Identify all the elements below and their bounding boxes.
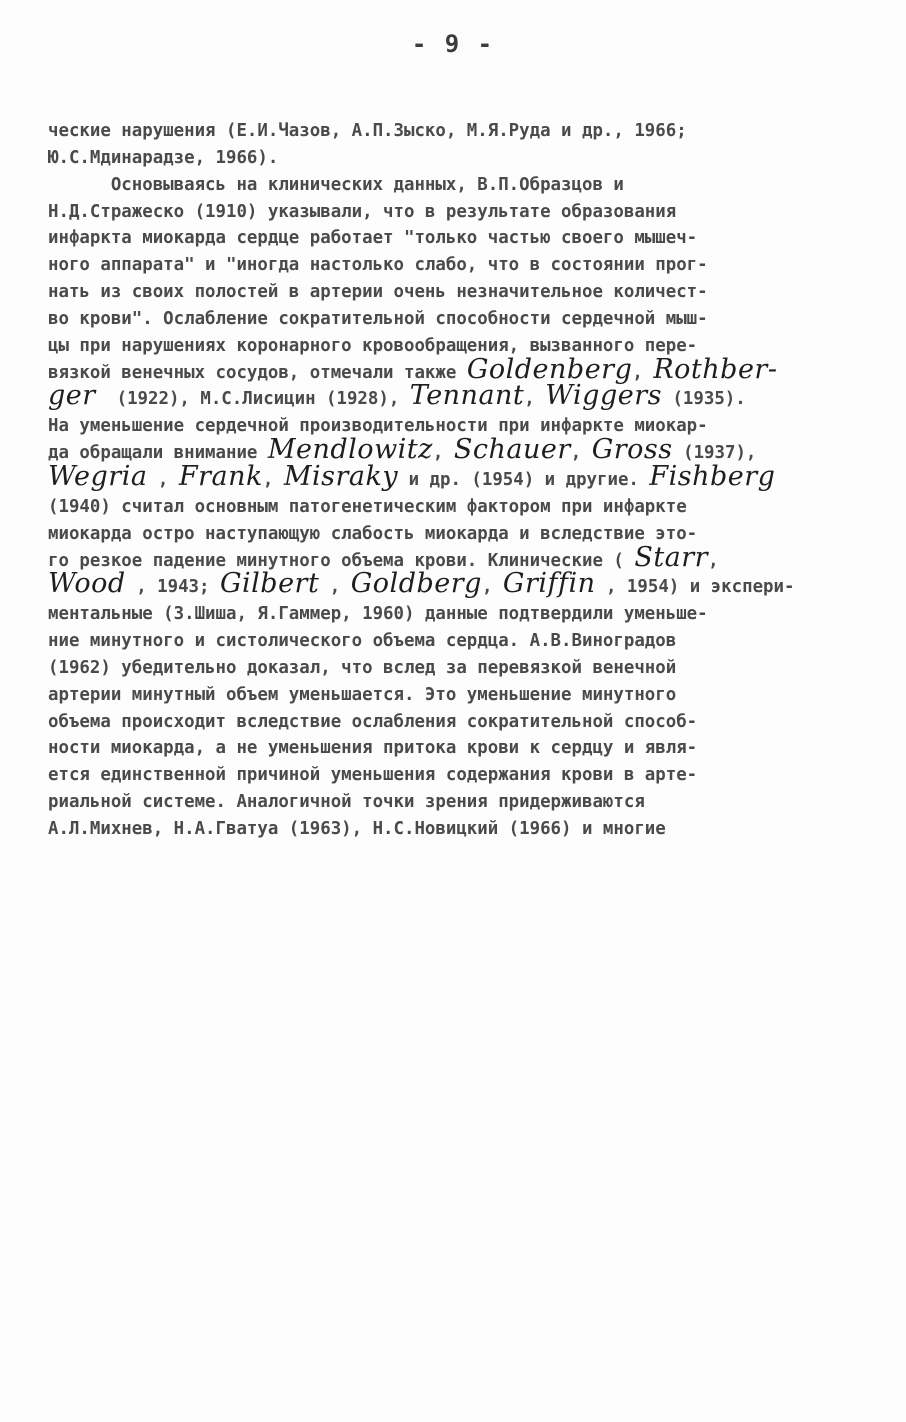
- handwritten-name: Goldberg: [350, 568, 482, 600]
- handwritten-name: Gross: [591, 434, 673, 466]
- handwritten-name: Schauer: [453, 434, 571, 466]
- typed-text: ние минутного и систолического объема сердца. А.В.Виноградов: [48, 631, 677, 652]
- handwritten-name: Wood: [48, 568, 126, 600]
- typed-text: ,: [147, 469, 179, 490]
- typed-text: ,: [708, 550, 719, 571]
- handwritten-name: Misraky: [283, 460, 399, 492]
- typed-text: артерии минутный объем уменьшается. Это уменьшение минутного: [48, 684, 677, 705]
- typed-text: , 1943;: [125, 577, 220, 598]
- typed-text: (1935).: [661, 389, 746, 410]
- handwritten-name: Tennant: [409, 380, 525, 412]
- typed-text: нать из своих полостей в артерии очень незначительное количест-: [48, 282, 708, 303]
- handwritten-name: Gilbert: [219, 568, 320, 600]
- handwritten-name: Rothber-: [653, 353, 778, 385]
- typed-text: На уменьшение сердечной производительности при инфаркте миокар-: [48, 416, 708, 437]
- typed-text: цы при нарушениях коронарного кровообращения, вызванного пере-: [48, 335, 698, 356]
- text-line: [48, 118, 868, 145]
- text-line: [48, 380, 868, 413]
- text-line: [48, 762, 868, 789]
- text-line: [48, 709, 868, 736]
- typed-text: го резкое падение минутного объема крови. Клинические (: [48, 550, 635, 571]
- typed-text: Н.Д.Стражеско (1910) указывали, что в результате образования: [48, 201, 677, 222]
- typed-text: ,: [524, 389, 546, 410]
- typed-text: объема происходит вследствие ослабления сократительной способ-: [48, 711, 698, 732]
- text-line: [48, 628, 868, 655]
- typed-text: ,: [632, 362, 654, 383]
- body-text: [48, 118, 868, 843]
- text-line: [48, 145, 868, 172]
- handwritten-name: Frank: [178, 460, 263, 492]
- typed-text: риальной системе. Аналогичной точки зрения придерживаются: [48, 792, 645, 813]
- typed-text: ,: [432, 443, 454, 464]
- text-line: [48, 306, 868, 333]
- handwritten-name: Griffin: [502, 568, 596, 600]
- typed-text: (1962) убедительно доказал, что вслед за перевязкой венечной: [48, 657, 677, 678]
- typed-text: ,: [319, 577, 351, 598]
- typed-text: да обращали внимание: [48, 443, 268, 464]
- handwritten-name: Fishberg: [649, 460, 776, 492]
- typed-text: ,: [481, 577, 503, 598]
- typed-text: ,: [570, 443, 592, 464]
- text-line: [48, 225, 868, 252]
- text-line: [48, 279, 868, 306]
- text-line: [48, 816, 868, 843]
- handwritten-name: Wiggers: [545, 380, 662, 412]
- handwritten-name: Mendlowitz: [267, 434, 433, 466]
- text-line: [48, 199, 868, 226]
- handwritten-name: Wegria: [48, 460, 148, 492]
- text-line: [48, 172, 868, 199]
- typed-text: вязкой венечных сосудов, отмечали также: [48, 362, 467, 383]
- text-line: [48, 521, 868, 548]
- text-line: [48, 494, 868, 521]
- text-line: [48, 460, 868, 494]
- typed-text: ется единственной причиной уменьшения содержания крови в арте-: [48, 765, 698, 786]
- page-number: - 9 -: [411, 30, 495, 58]
- typed-text: , 1954) и экспери-: [595, 577, 795, 598]
- typed-text: (1937),: [672, 443, 757, 464]
- typed-text: Ю.С.Мдинарадзе, 1966).: [48, 147, 279, 168]
- text-line: [48, 655, 868, 682]
- typed-text: миокарда остро наступающую слабость миокарда и вследствие это-: [48, 523, 698, 544]
- typed-text: и др. (1954) и другие.: [398, 469, 650, 490]
- text-line: [48, 252, 868, 279]
- text-line: [48, 789, 868, 816]
- typed-text: ного аппарата" и "иногда настолько слабо, что в состоянии прог-: [48, 255, 708, 276]
- typed-text: Основываясь на клинических данных, В.П.Образцов и: [48, 174, 624, 195]
- typed-text: ческие нарушения (Е.И.Чазов, А.П.Зыско, М.Я.Руда и др., 1966;: [48, 121, 687, 141]
- typed-text: (1922), М.С.Лисицин (1928),: [95, 389, 410, 410]
- typed-text: во крови". Ослабление сократительной способности сердечной мыш-: [48, 308, 708, 329]
- text-line: [48, 568, 868, 601]
- typed-text: ,: [262, 469, 284, 490]
- typed-text: ментальные (З.Шиша, Я.Гаммер, 1960) данные подтвердили уменьше-: [48, 604, 708, 625]
- text-line: [48, 682, 868, 709]
- handwritten-name: Starr: [634, 541, 709, 573]
- handwritten-name: Goldenberg: [466, 353, 633, 385]
- typed-text: инфаркта миокарда сердце работает "только частью своего мышеч-: [48, 228, 698, 249]
- text-line: [48, 601, 868, 628]
- typed-text: А.Л.Михнев, Н.А.Гватуа (1963), Н.С.Новицкий (1966) и многие: [48, 818, 666, 839]
- typed-text: (1940) считал основным патогенетическим фактором при инфаркте: [48, 496, 687, 517]
- text-line: [48, 735, 868, 762]
- typed-text: ности миокарда, а не уменьшения притока крови к сердцу и явля-: [48, 738, 698, 759]
- handwritten-name: ger: [48, 380, 96, 412]
